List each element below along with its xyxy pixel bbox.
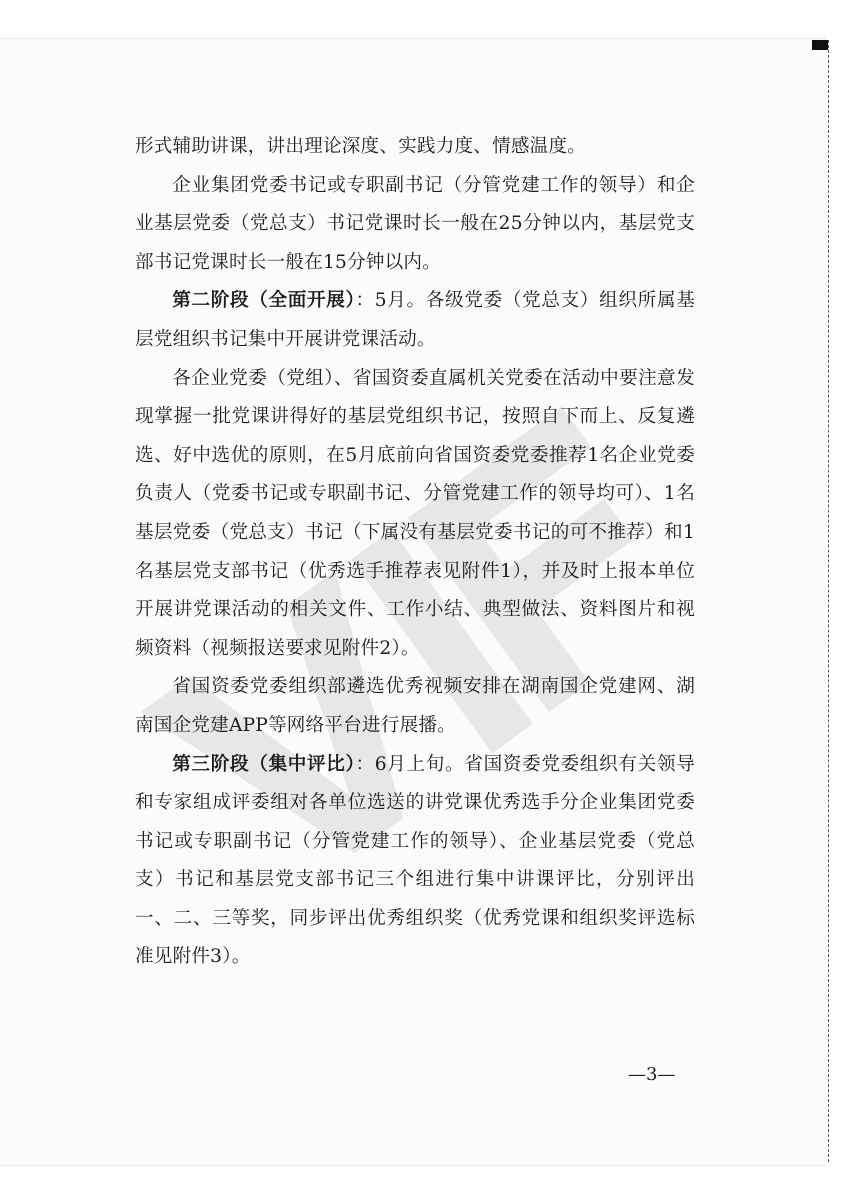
paragraph-2: 企业集团党委书记或专职副书记（分管党建工作的领导）和企业基层党委（党总支）书记党课时长一般在25分钟以内，基层党支部书记党课时长一般在15分钟以内。 — [135, 174, 695, 273]
scan-edge-mark — [812, 40, 828, 50]
paragraph-5: 省国资委党委组织部遴选优秀视频安排在湖南国企党建网、湖南国企党建APP等网络平台进行展播。 — [135, 676, 695, 736]
document-body — [135, 128, 695, 977]
paragraph-1: 形式辅助讲课，讲出理论深度、实践力度、情感温度。 — [135, 136, 587, 157]
stage-2-title: 第二阶段（全面开展） — [172, 290, 356, 312]
paragraph-stage-2: 第二阶段（全面开展）：5月。各级党委（党总支）组织所属基层党组织书记集中开展讲党课活动。 — [135, 290, 695, 350]
paragraph-4: 各企业党委（党组）、省国资委直属机关党委在活动中要注意发现掌握一批党课讲得好的基层党组织书记，按照自下而上、反复遴选、好中选优的原则，在5月底前向省国资委党委推荐1名企业党委负责人（党委书记或专职副书记、分管党建工作的领导均可）、1名基层党委（党总支）书记（下属没有基层党委书记的可不推荐）和1名基层党支部书记（优秀选手推荐表见附件1），并及时上报本单位开展讲党课活动的相关文件、工作小结、典型做法、资料图片和视频资料（视频报送要求见附件2）。 — [135, 367, 695, 659]
scan-edge-line — [828, 40, 829, 1162]
paragraph-stage-3: 第三阶段（集中评比）：6月上旬。省国资委党委组织有关领导和专家组成评委组对各单位选送的讲党课优秀选手分企业集团党委书记或专职副书记（分管党建工作的领导）、企业基层党委（党总支）书记和基层党支部书记三个组进行集中讲课评比，分别评出一、二、三等奖，同步评出优秀组织奖（优秀党课和组织奖评选标准见附件3）。 — [135, 753, 695, 968]
page-number: —3— — [628, 1064, 676, 1085]
stage-3-title: 第三阶段（集中评比） — [172, 753, 356, 775]
